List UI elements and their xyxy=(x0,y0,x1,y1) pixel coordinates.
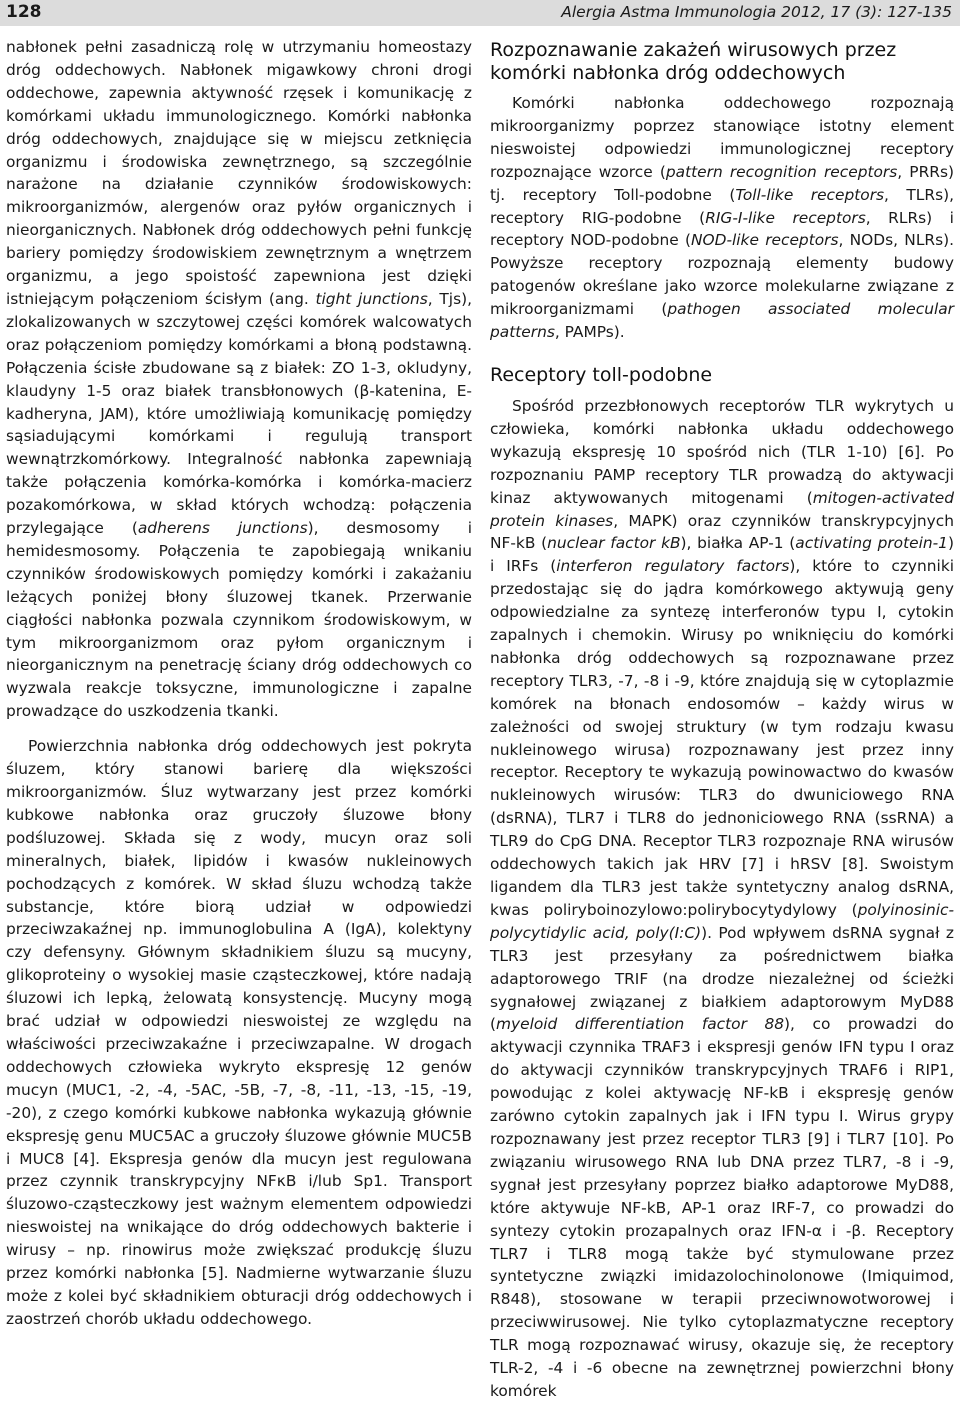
paragraph: nabłonek pełni zasadniczą rolę w utrzymaniu homeostazy dróg oddechowych. Nabłonek migawkowy chroni drogi oddechowe, zapewnia aktywność rzęsek i komunikację z komórkami układu immunologicznego. Komórki nabłonka dróg oddechowych, znajdujące się w miejscu zetknięcia organizmu i środowiska zewnętrznego, są szczególnie narażone na działanie czynników środowiskowych: mikroorganizmów, alergenów oraz pyłów organicznych i nieorganicznych. Nabłonek dróg oddechowych pełni funkcję bariery pomiędzy środowiskiem zewnętrznym a wnętrzem organizmu, a jego spoistość zapewniona jest dzięki istniejącym połączeniom ścisłym (ang. tight junctions, Tjs), zlokalizowanych w szczytowej części komórek walcowatych oraz połączeniom pomiędzy komórkami a błoną podstawną. Połączenia ścisłe zbudowane są z białek: ZO 1-3, okludyny, klaudyny 1-5 oraz białek transbłonowych (β-katenina, E-kadheryna, JAM), które umożliwiają komunikację pomiędzy sąsiadującymi komórkami i regulują transport wewnątrzkomórkowy. Integralność nabłonka zapewniają także połączenia komórka-komórka i komórka-macierz pozakomórkowa, w skład których wchodzą: połączenia przylegające (adherens junctions), desmosomy i hemidesmosomy. Połączenia te zapobiegają wnikaniu czynników środowiskowych pomiędzy komórki i zakażaniu leżących poniżej błony śluzowej tkanek. Przerwanie ciągłości nabłonka pozwala czynnikom środowiskowym, w tym mikroorganizmom oraz pyłom organicznym i nieorganicznym na penetrację ściany dróg oddechowych co wyzwala reakcje toksyczne, immunologiczne i zapalne prowadzące do uszkodzenia tkanki. xyxy=(6,38,472,721)
journal-citation: Alergia Astma Immunologia 2012, 17 (3): 127-135 xyxy=(561,3,952,21)
right-column xyxy=(490,36,954,1403)
paragraph: Powierzchnia nabłonka dróg oddechowych jest pokryta śluzem, który stanowi barierę dla większości mikroorganizmów. Śluz wytwarzany jest przez komórki kubkowe nabłonka oraz gruczoły śluzowe błony podśluzowej. Składa się z wody, mucyn oraz soli mineralnych, białek, lipidów i kwasów nukleinowych pochodzących z komórek. W skład śluzu wchodzą także substancje, które biorą udział w odpowiedzi przeciwzakaźnej np. immunoglobulina A (IgA), kolektyny czy defensyny. Głównym składnikiem śluzu są mucyny, glikoproteiny o wysokiej masie cząsteczkowej, które nadają śluzowi ich lepką, żelowatą konsystencję. Mucyny mogą brać udział w odpowiedzi nieswoistej ze względu na właściwości przeciwzakaźne i przeciwzapalne. W drogach oddechowych człowieka wykryto ekspresję 12 genów mucyn (MUC1, -2, -4, -5AC, -5B, -7, -8, -11, -13, -15, -19, -20), z czego komórki kubkowe nabłonka wykazują głównie ekspresję genu MUC5AC a gruczoły śluzowe głównie MUC5B i MUC8 [4]. Ekspresja genów dla mucyn jest regulowana przez czynnik transkrypcyjny NFκB i/lub Sp1. Transport śluzowo-cząsteczkowy jest ważnym elementem odpowiedzi nieswoistej na wnikające do dróg oddechowych bakterie i wirusy – np. rinowirus może zwiększać produkcję śluzu przez komórki nabłonka [5]. Nadmierne wytwarzanie śluzu może z kolei być składnikiem obturacji dróg oddechowych i zaostrzeń chorób układu oddechowego. xyxy=(6,737,472,1328)
paragraph: Spośród przezbłonowych receptorów TLR wykrytych u człowieka, komórki nabłonka układu oddechowego wykazują ekspresję 10 spośród nich (TLR 1-10) [6]. Po rozpoznaniu PAMP receptory TLR prowadzą do aktywacji kinaz aktywowanych mitogenami (mitogen-activated protein kinases, MAPK) oraz czynników transkrypcyjnych NF-kB (nuclear factor kB), białka AP-1 (activating protein-1) i IRFs (interferon regulatory factors), które to czynniki przedostając się do jądra komórkowego aktywują geny odpowiedzialne za syntezę interferonów typu I, cytokin zapalnych i chemokin. Wirusy po wniknięciu do komórki nabłonka dróg oddechowych są rozpoznawane przez receptory TLR3, -7, -8 i -9, które znajdują się w cytoplazmie komórek na błonach endosomów – każdy wirus w zależności od swojej struktury (w tym rodzaju kwasu nukleinowego wirusa) rozpoznawany jest przez inny receptor. Receptory te wykazują powinowactwo do kwasów nukleinowych wirusów: TLR3 do dwuniciowego RNA (dsRNA), TLR7 i TLR8 do jednoniciowego RNA (ssRNA) a TLR9 do CpG DNA. Receptor TLR3 rozpoznaje RNA wirusów oddechowych takich jak HRV [7] i hRSV [8]. Swoistym ligandem dla TLR3 jest także syntetyczny analog dsRNA, kwas poliryboinozylowo:polirybocytydylowy (polyinosinic-polycytidylic acid, poly(I:C)). Pod wpływem dsRNA sygnał z TLR3 jest przesyłany za pośrednictwem białka adaptorowego TRIF (na drodze niezależnej od ścieżki sygnałowej związanej z białkiem adaptorowym MyD88 (myeloid differentiation factor 88), co prowadzi do aktywacji czynnika TRAF3 i ekspresji genów IFN typu I oraz do aktywacji czynników transkrypcyjnych TRAF6 i RIP1, powodując z kolei aktywację NF-kB i ekspresję genów zarówno cytokin zapalnych jak i IFN typu I. Wirus grypy rozpoznawany jest przez receptor TLR3 [9] i TLR7 [10]. Po związaniu wirusowego RNA lub DNA przez TLR7, -8 i -9, sygnał jest przesyłany poprzez białko adaptorowe MyD88, które aktywuje NF-kB, AP-1 oraz IRF-7, co prowadzi do syntezy cytokin prozapalnych oraz IFN-α i -β. Receptory TLR7 i TLR8 mogą także być stymulowane przez syntetyczne związki imidazolochinolonowe (Imiquimod, R848), stosowane w terapii przeciwnowotworowej i przeciwwirusowej. Nie tylko cytoplazmatyczne receptory TLR mogą rozpoznawać wirusy, okazuje się, że receptory TLR-2, -4 i -6 obecne na zewnętrznej powierzchni błony komórek xyxy=(490,396,955,1400)
page-number: 128 xyxy=(6,2,42,22)
section-heading: Rozpoznawanie zakażeń wirusowych przez komórki nabłonka dróg oddechowych xyxy=(490,39,897,84)
left-column xyxy=(6,36,472,1331)
paragraph: Komórki nabłonka oddechowego rozpoznają mikroorganizmy poprzez stanowiące istotny element nieswoistej odpowiedzi immunologicznej receptory rozpoznające wzorce (pattern recognition receptors, PRRs) tj. receptory Toll-podobne (Toll-like receptors, TLRs), receptory RIG-podobne (RIG-I-like receptors, RLRs) i receptory NOD-podobne (NOD-like receptors, NODs, NLRs). Powyższe receptory rozpoznają elementy budowy patogenów określane jako wzorce molekularne związane z mikroorganizmami (pathogen associated molecular patterns, PAMPs). xyxy=(490,94,954,342)
running-header xyxy=(0,0,960,26)
subsection-heading: Receptory toll-podobne xyxy=(490,363,713,386)
